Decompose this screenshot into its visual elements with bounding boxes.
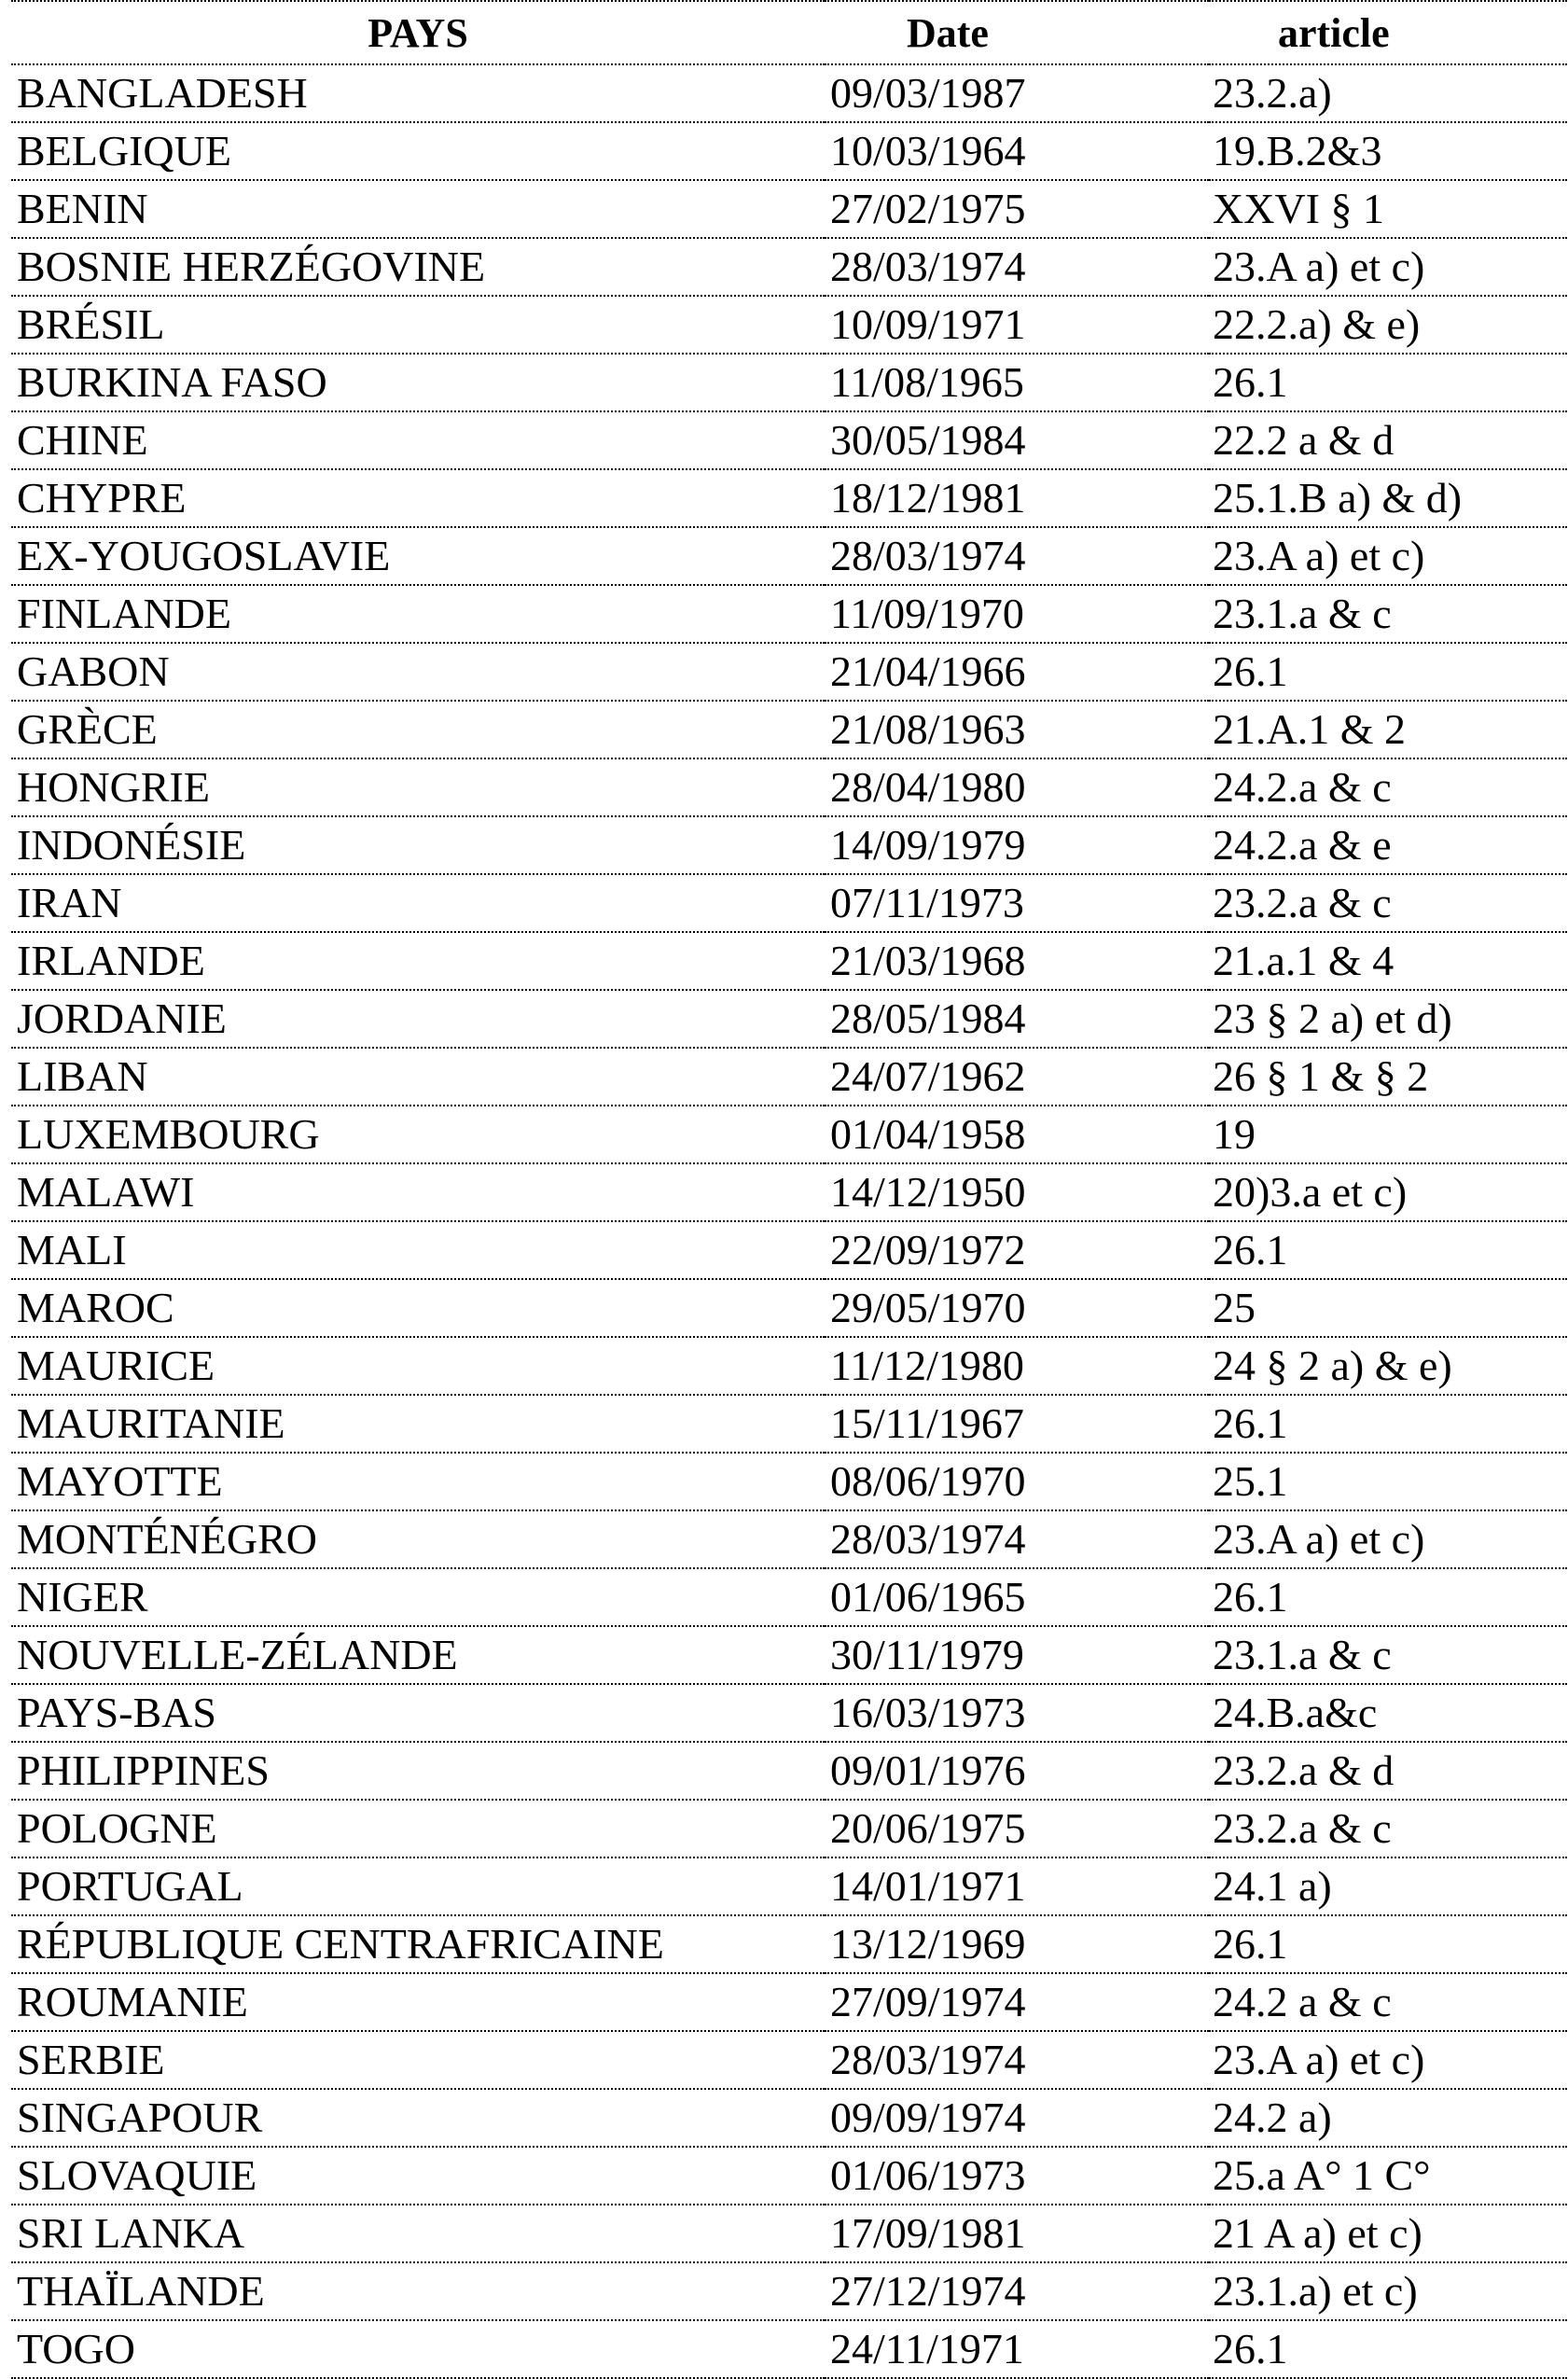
date-cell: 24/07/1962 xyxy=(825,1048,1209,1106)
table-row xyxy=(11,1568,1567,1626)
article-cell: 22.2 a & d xyxy=(1209,411,1567,469)
country-cell: THAÏLANDE xyxy=(11,2262,825,2320)
country-cell: CHINE xyxy=(11,411,825,469)
table-row xyxy=(11,469,1567,527)
date-cell: 09/09/1974 xyxy=(825,2089,1209,2147)
article-cell: XXVI § 1 xyxy=(1209,180,1567,238)
date-cell: 07/11/1973 xyxy=(825,874,1209,932)
country-cell: LIBAN xyxy=(11,1048,825,1106)
country-cell: NOUVELLE-ZÉLANDE xyxy=(11,1626,825,1684)
country-cell: POLOGNE xyxy=(11,1800,825,1857)
country-cell: FINLANDE xyxy=(11,585,825,643)
country-cell: MAROC xyxy=(11,1279,825,1337)
date-cell: 11/09/1970 xyxy=(825,585,1209,643)
article-cell: 23 § 2 a) et d) xyxy=(1209,990,1567,1048)
table-row xyxy=(11,2205,1567,2262)
article-cell: 23.2.a) xyxy=(1209,64,1567,122)
article-cell: 24.2.a & e xyxy=(1209,816,1567,874)
article-cell: 23.2.a & c xyxy=(1209,1800,1567,1857)
table-row xyxy=(11,296,1567,354)
table-row xyxy=(11,1395,1567,1453)
table-row xyxy=(11,354,1567,411)
table-row xyxy=(11,1800,1567,1857)
date-cell: 09/03/1987 xyxy=(825,64,1209,122)
article-cell: 24.2 a) xyxy=(1209,2089,1567,2147)
date-cell: 18/12/1981 xyxy=(825,469,1209,527)
table-row xyxy=(11,1453,1567,1510)
country-cell: BOSNIE HERZÉGOVINE xyxy=(11,238,825,296)
table-row xyxy=(11,411,1567,469)
table-row xyxy=(11,874,1567,932)
table-row xyxy=(11,643,1567,701)
article-cell: 24.2 a & c xyxy=(1209,1973,1567,2031)
article-cell: 19 xyxy=(1209,1106,1567,1163)
country-cell: BELGIQUE xyxy=(11,122,825,180)
country-cell: IRAN xyxy=(11,874,825,932)
article-cell: 23.2.a & d xyxy=(1209,1742,1567,1800)
date-cell: 01/06/1965 xyxy=(825,1568,1209,1626)
table-row xyxy=(11,1279,1567,1337)
table-row xyxy=(11,1684,1567,1742)
article-cell: 23.1.a & c xyxy=(1209,1626,1567,1684)
date-cell: 21/04/1966 xyxy=(825,643,1209,701)
country-cell: RÉPUBLIQUE CENTRAFRICAINE xyxy=(11,1915,825,1973)
article-cell: 23.1.a & c xyxy=(1209,585,1567,643)
date-cell: 14/01/1971 xyxy=(825,1857,1209,1915)
article-cell: 23.A a) et c) xyxy=(1209,2031,1567,2089)
country-cell: MALAWI xyxy=(11,1163,825,1221)
treaty-table xyxy=(11,0,1567,2379)
date-cell: 22/09/1972 xyxy=(825,1221,1209,1279)
article-cell: 19.B.2&3 xyxy=(1209,122,1567,180)
date-cell: 27/12/1974 xyxy=(825,2262,1209,2320)
table-row xyxy=(11,1163,1567,1221)
article-cell: 21 A a) et c) xyxy=(1209,2205,1567,2262)
country-cell: CHYPRE xyxy=(11,469,825,527)
header-article: article xyxy=(1209,1,1567,64)
country-cell: MAURICE xyxy=(11,1337,825,1395)
article-cell: 21.a.1 & 4 xyxy=(1209,932,1567,990)
country-cell: BENIN xyxy=(11,180,825,238)
article-cell: 21.A.1 & 2 xyxy=(1209,701,1567,758)
article-cell: 24.2.a & c xyxy=(1209,758,1567,816)
country-cell: ROUMANIE xyxy=(11,1973,825,2031)
date-cell: 14/09/1979 xyxy=(825,816,1209,874)
table-row xyxy=(11,585,1567,643)
country-cell: BRÉSIL xyxy=(11,296,825,354)
table-row xyxy=(11,2262,1567,2320)
article-cell: 25.1 xyxy=(1209,1453,1567,1510)
table-row xyxy=(11,1915,1567,1973)
date-cell: 11/12/1980 xyxy=(825,1337,1209,1395)
table-row xyxy=(11,990,1567,1048)
table-row xyxy=(11,1510,1567,1568)
date-cell: 28/03/1974 xyxy=(825,238,1209,296)
article-cell: 26.1 xyxy=(1209,1221,1567,1279)
header-country: PAYS xyxy=(11,1,825,64)
country-cell: BURKINA FASO xyxy=(11,354,825,411)
date-cell: 27/09/1974 xyxy=(825,1973,1209,2031)
country-cell: MAYOTTE xyxy=(11,1453,825,1510)
date-cell: 15/11/1967 xyxy=(825,1395,1209,1453)
date-cell: 28/03/1974 xyxy=(825,1510,1209,1568)
table-row xyxy=(11,816,1567,874)
country-cell: MONTÉNÉGRO xyxy=(11,1510,825,1568)
table-row xyxy=(11,180,1567,238)
article-cell: 26.1 xyxy=(1209,354,1567,411)
article-cell: 23.2.a & c xyxy=(1209,874,1567,932)
country-cell: SERBIE xyxy=(11,2031,825,2089)
country-cell: LUXEMBOURG xyxy=(11,1106,825,1163)
date-cell: 27/02/1975 xyxy=(825,180,1209,238)
table-row xyxy=(11,238,1567,296)
table-row xyxy=(11,527,1567,585)
article-cell: 26.1 xyxy=(1209,1395,1567,1453)
country-cell: IRLANDE xyxy=(11,932,825,990)
country-cell: PAYS-BAS xyxy=(11,1684,825,1742)
table-row xyxy=(11,1337,1567,1395)
table-row xyxy=(11,1048,1567,1106)
date-cell: 14/12/1950 xyxy=(825,1163,1209,1221)
date-cell: 13/12/1969 xyxy=(825,1915,1209,1973)
article-cell: 20)3.a et c) xyxy=(1209,1163,1567,1221)
article-cell: 26 § 1 & § 2 xyxy=(1209,1048,1567,1106)
article-cell: 26.1 xyxy=(1209,2320,1567,2378)
country-cell: INDONÉSIE xyxy=(11,816,825,874)
article-cell: 26.1 xyxy=(1209,1915,1567,1973)
table-row xyxy=(11,64,1567,122)
table-row xyxy=(11,2147,1567,2205)
table-row xyxy=(11,1221,1567,1279)
country-cell: TOGO xyxy=(11,2320,825,2378)
article-cell: 25.a A° 1 C° xyxy=(1209,2147,1567,2205)
table-header-row xyxy=(11,1,1567,64)
header-date: Date xyxy=(825,1,1209,64)
table-row xyxy=(11,1973,1567,2031)
date-cell: 20/06/1975 xyxy=(825,1800,1209,1857)
table-row xyxy=(11,2320,1567,2378)
article-cell: 23.A a) et c) xyxy=(1209,1510,1567,1568)
date-cell: 24/11/1971 xyxy=(825,2320,1209,2378)
date-cell: 17/09/1981 xyxy=(825,2205,1209,2262)
document-page xyxy=(11,0,1567,2379)
article-cell: 26.1 xyxy=(1209,643,1567,701)
article-cell: 25 xyxy=(1209,1279,1567,1337)
article-cell: 25.1.B a) & d) xyxy=(1209,469,1567,527)
date-cell: 11/08/1965 xyxy=(825,354,1209,411)
table-row xyxy=(11,122,1567,180)
table-row xyxy=(11,2089,1567,2147)
table-row xyxy=(11,758,1567,816)
country-cell: SRI LANKA xyxy=(11,2205,825,2262)
country-cell: GABON xyxy=(11,643,825,701)
date-cell: 10/09/1971 xyxy=(825,296,1209,354)
date-cell: 21/03/1968 xyxy=(825,932,1209,990)
table-body xyxy=(11,64,1567,2378)
country-cell: EX-YOUGOSLAVIE xyxy=(11,527,825,585)
table-row xyxy=(11,1106,1567,1163)
country-cell: JORDANIE xyxy=(11,990,825,1048)
country-cell: BANGLADESH xyxy=(11,64,825,122)
country-cell: PORTUGAL xyxy=(11,1857,825,1915)
date-cell: 28/04/1980 xyxy=(825,758,1209,816)
table-row xyxy=(11,1857,1567,1915)
date-cell: 08/06/1970 xyxy=(825,1453,1209,1510)
table-row xyxy=(11,701,1567,758)
country-cell: PHILIPPINES xyxy=(11,1742,825,1800)
date-cell: 21/08/1963 xyxy=(825,701,1209,758)
article-cell: 24 § 2 a) & e) xyxy=(1209,1337,1567,1395)
country-cell: HONGRIE xyxy=(11,758,825,816)
country-cell: SLOVAQUIE xyxy=(11,2147,825,2205)
date-cell: 30/11/1979 xyxy=(825,1626,1209,1684)
table-row xyxy=(11,1742,1567,1800)
country-cell: GRÈCE xyxy=(11,701,825,758)
date-cell: 28/03/1974 xyxy=(825,527,1209,585)
table-row xyxy=(11,2031,1567,2089)
date-cell: 09/01/1976 xyxy=(825,1742,1209,1800)
country-cell: SINGAPOUR xyxy=(11,2089,825,2147)
table-row xyxy=(11,1626,1567,1684)
article-cell: 23.A a) et c) xyxy=(1209,527,1567,585)
article-cell: 23.A a) et c) xyxy=(1209,238,1567,296)
country-cell: MAURITANIE xyxy=(11,1395,825,1453)
date-cell: 10/03/1964 xyxy=(825,122,1209,180)
article-cell: 22.2.a) & e) xyxy=(1209,296,1567,354)
date-cell: 01/04/1958 xyxy=(825,1106,1209,1163)
date-cell: 28/05/1984 xyxy=(825,990,1209,1048)
date-cell: 29/05/1970 xyxy=(825,1279,1209,1337)
article-cell: 26.1 xyxy=(1209,1568,1567,1626)
country-cell: NIGER xyxy=(11,1568,825,1626)
country-cell: MALI xyxy=(11,1221,825,1279)
article-cell: 24.B.a&c xyxy=(1209,1684,1567,1742)
table-row xyxy=(11,932,1567,990)
date-cell: 28/03/1974 xyxy=(825,2031,1209,2089)
date-cell: 01/06/1973 xyxy=(825,2147,1209,2205)
date-cell: 30/05/1984 xyxy=(825,411,1209,469)
date-cell: 16/03/1973 xyxy=(825,1684,1209,1742)
article-cell: 24.1 a) xyxy=(1209,1857,1567,1915)
article-cell: 23.1.a) et c) xyxy=(1209,2262,1567,2320)
